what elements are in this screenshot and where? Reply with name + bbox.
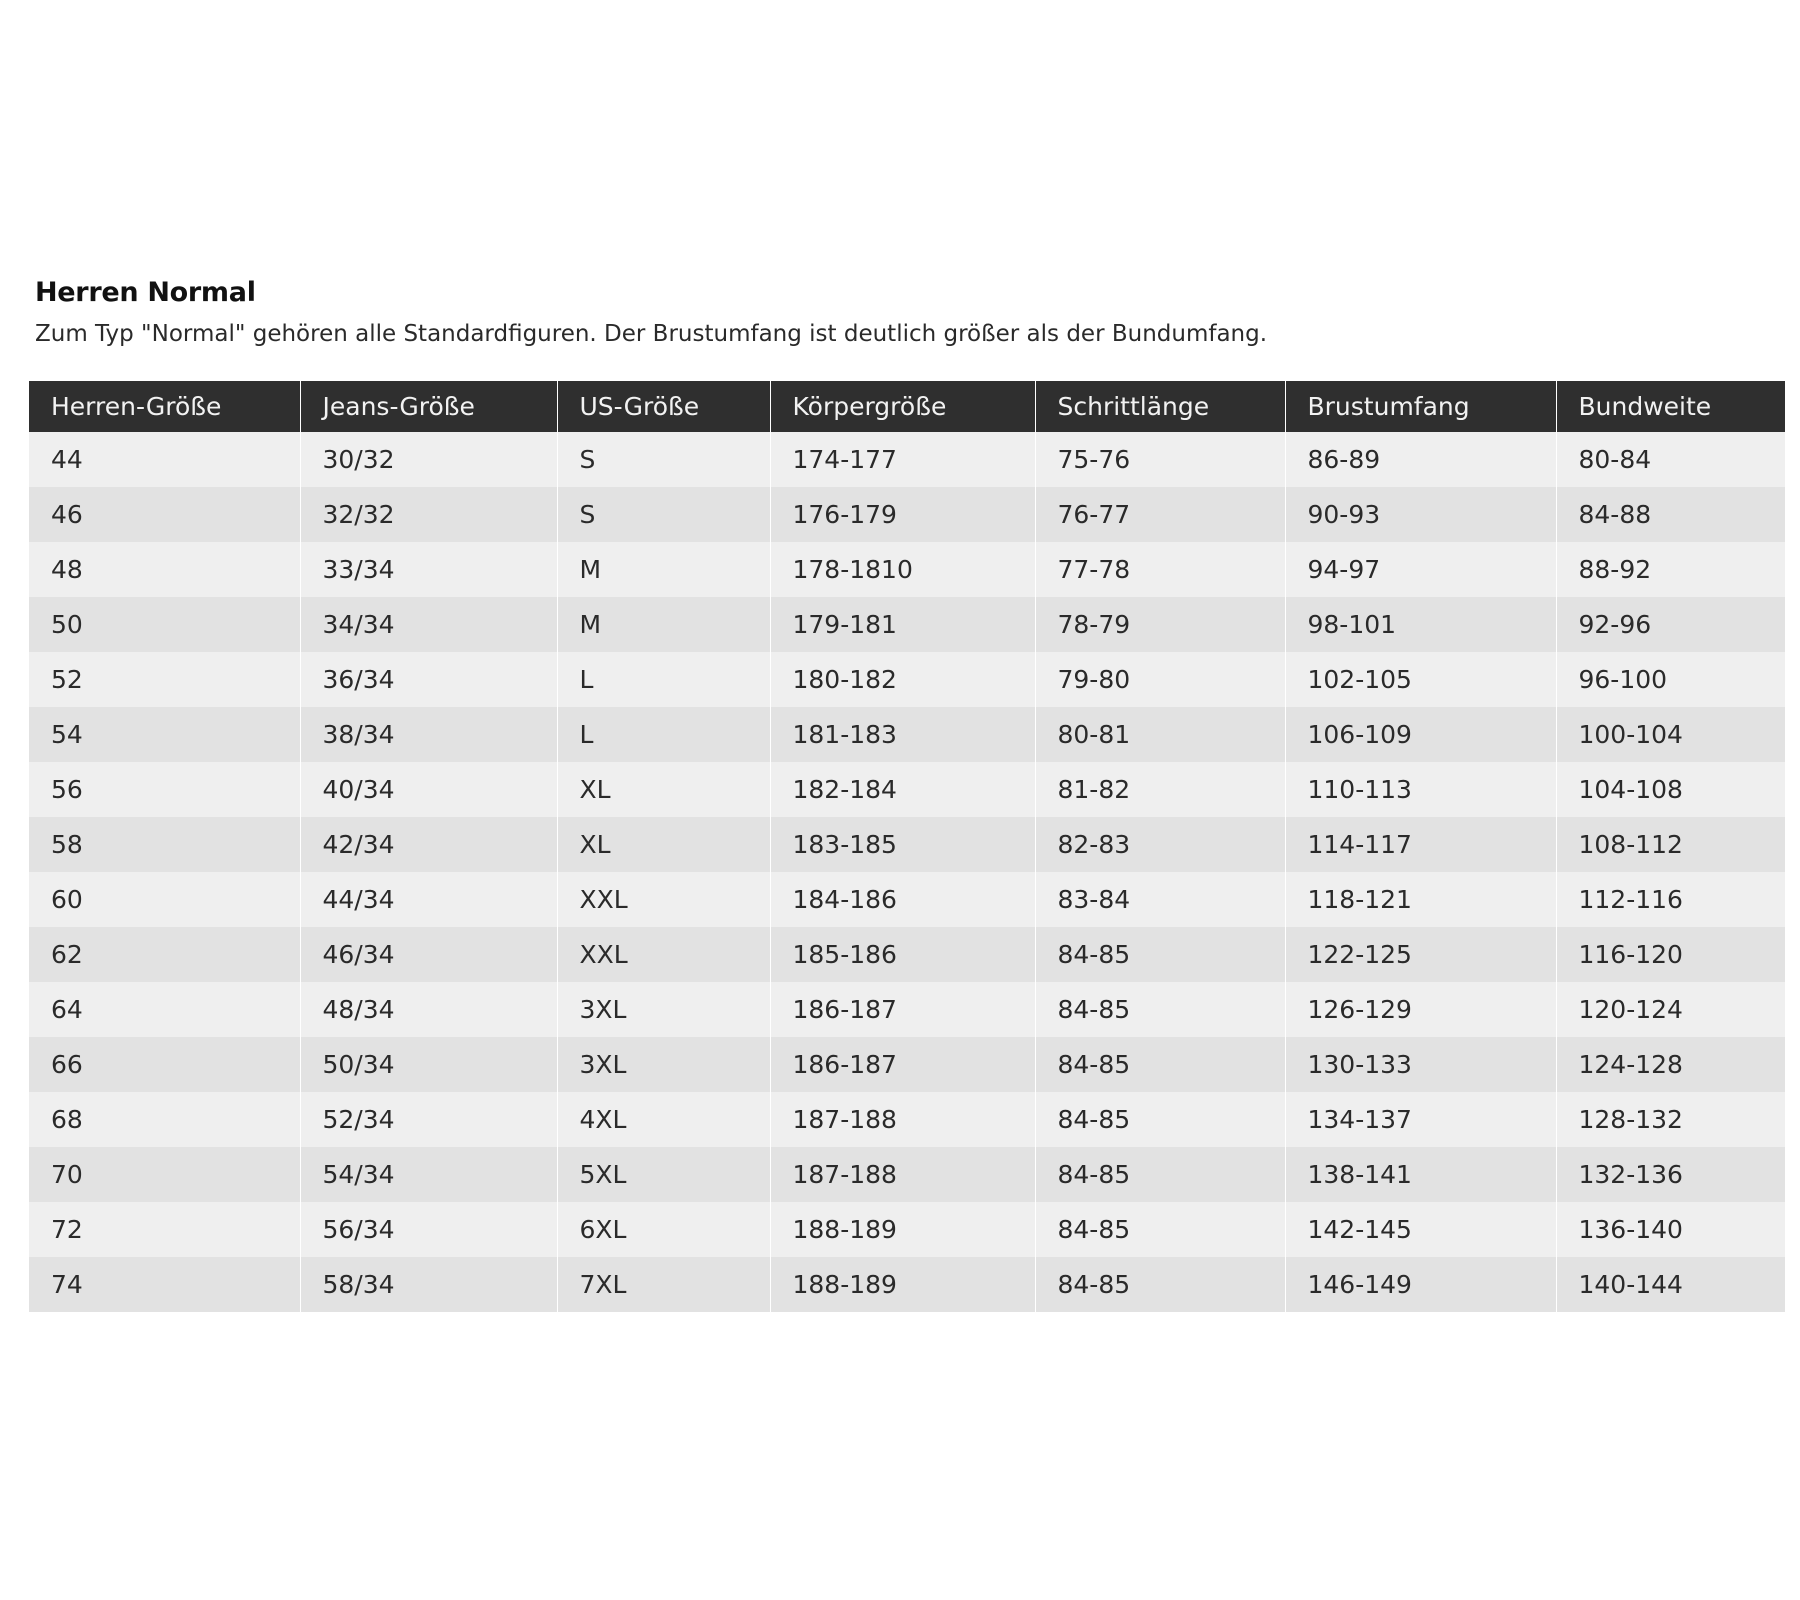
cell-herren-groesse: 62 <box>29 927 300 982</box>
cell-jeans-groesse: 58/34 <box>300 1257 557 1312</box>
cell-bundweite: 96-100 <box>1556 652 1785 707</box>
cell-jeans-groesse: 44/34 <box>300 872 557 927</box>
cell-us-groesse: L <box>557 707 770 762</box>
cell-brustumfang: 110-113 <box>1285 762 1556 817</box>
cell-koerpergroesse: 185-186 <box>770 927 1035 982</box>
cell-brustumfang: 142-145 <box>1285 1202 1556 1257</box>
size-chart-section <box>29 274 1785 1312</box>
cell-schrittlaenge: 78-79 <box>1035 597 1285 652</box>
cell-jeans-groesse: 34/34 <box>300 597 557 652</box>
cell-schrittlaenge: 84-85 <box>1035 1147 1285 1202</box>
cell-schrittlaenge: 84-85 <box>1035 982 1285 1037</box>
cell-jeans-groesse: 50/34 <box>300 1037 557 1092</box>
table-row <box>29 762 1785 817</box>
table-row <box>29 707 1785 762</box>
cell-koerpergroesse: 183-185 <box>770 817 1035 872</box>
table-row <box>29 982 1785 1037</box>
cell-jeans-groesse: 54/34 <box>300 1147 557 1202</box>
cell-us-groesse: 6XL <box>557 1202 770 1257</box>
cell-brustumfang: 86-89 <box>1285 432 1556 487</box>
cell-bundweite: 132-136 <box>1556 1147 1785 1202</box>
cell-schrittlaenge: 84-85 <box>1035 1202 1285 1257</box>
table-body <box>29 432 1785 1312</box>
cell-bundweite: 88-92 <box>1556 542 1785 597</box>
cell-schrittlaenge: 84-85 <box>1035 1257 1285 1312</box>
cell-bundweite: 140-144 <box>1556 1257 1785 1312</box>
cell-schrittlaenge: 80-81 <box>1035 707 1285 762</box>
cell-bundweite: 80-84 <box>1556 432 1785 487</box>
cell-schrittlaenge: 82-83 <box>1035 817 1285 872</box>
cell-brustumfang: 138-141 <box>1285 1147 1556 1202</box>
cell-koerpergroesse: 182-184 <box>770 762 1035 817</box>
cell-herren-groesse: 52 <box>29 652 300 707</box>
section-title: Herren Normal <box>35 277 256 308</box>
cell-herren-groesse: 74 <box>29 1257 300 1312</box>
cell-schrittlaenge: 84-85 <box>1035 927 1285 982</box>
column-header-jeans-groesse: Jeans-Größe <box>300 381 557 432</box>
cell-koerpergroesse: 186-187 <box>770 982 1035 1037</box>
cell-us-groesse: S <box>557 432 770 487</box>
cell-us-groesse: XL <box>557 762 770 817</box>
cell-bundweite: 120-124 <box>1556 982 1785 1037</box>
cell-brustumfang: 122-125 <box>1285 927 1556 982</box>
cell-herren-groesse: 70 <box>29 1147 300 1202</box>
cell-jeans-groesse: 30/32 <box>300 432 557 487</box>
cell-us-groesse: M <box>557 597 770 652</box>
cell-us-groesse: XXL <box>557 927 770 982</box>
cell-schrittlaenge: 83-84 <box>1035 872 1285 927</box>
cell-schrittlaenge: 75-76 <box>1035 432 1285 487</box>
cell-herren-groesse: 54 <box>29 707 300 762</box>
cell-us-groesse: S <box>557 487 770 542</box>
cell-jeans-groesse: 40/34 <box>300 762 557 817</box>
cell-bundweite: 136-140 <box>1556 1202 1785 1257</box>
column-header-schrittlaenge: Schrittlänge <box>1035 381 1285 432</box>
cell-koerpergroesse: 187-188 <box>770 1147 1035 1202</box>
cell-jeans-groesse: 52/34 <box>300 1092 557 1147</box>
cell-brustumfang: 114-117 <box>1285 817 1556 872</box>
table-row <box>29 872 1785 927</box>
cell-schrittlaenge: 84-85 <box>1035 1037 1285 1092</box>
cell-jeans-groesse: 42/34 <box>300 817 557 872</box>
cell-us-groesse: 5XL <box>557 1147 770 1202</box>
cell-jeans-groesse: 36/34 <box>300 652 557 707</box>
cell-herren-groesse: 56 <box>29 762 300 817</box>
cell-us-groesse: 7XL <box>557 1257 770 1312</box>
cell-us-groesse: 3XL <box>557 982 770 1037</box>
cell-jeans-groesse: 48/34 <box>300 982 557 1037</box>
cell-koerpergroesse: 187-188 <box>770 1092 1035 1147</box>
cell-koerpergroesse: 188-189 <box>770 1202 1035 1257</box>
cell-koerpergroesse: 184-186 <box>770 872 1035 927</box>
cell-koerpergroesse: 174-177 <box>770 432 1035 487</box>
cell-schrittlaenge: 79-80 <box>1035 652 1285 707</box>
column-header-brustumfang: Brustumfang <box>1285 381 1556 432</box>
cell-herren-groesse: 60 <box>29 872 300 927</box>
cell-jeans-groesse: 32/32 <box>300 487 557 542</box>
table-row <box>29 1257 1785 1312</box>
cell-herren-groesse: 66 <box>29 1037 300 1092</box>
cell-us-groesse: L <box>557 652 770 707</box>
cell-brustumfang: 130-133 <box>1285 1037 1556 1092</box>
cell-koerpergroesse: 178-1810 <box>770 542 1035 597</box>
cell-schrittlaenge: 77-78 <box>1035 542 1285 597</box>
table-row <box>29 542 1785 597</box>
cell-jeans-groesse: 56/34 <box>300 1202 557 1257</box>
cell-us-groesse: 3XL <box>557 1037 770 1092</box>
cell-bundweite: 84-88 <box>1556 487 1785 542</box>
cell-bundweite: 116-120 <box>1556 927 1785 982</box>
cell-jeans-groesse: 46/34 <box>300 927 557 982</box>
cell-herren-groesse: 68 <box>29 1092 300 1147</box>
cell-us-groesse: M <box>557 542 770 597</box>
table-row <box>29 432 1785 487</box>
cell-bundweite: 108-112 <box>1556 817 1785 872</box>
cell-herren-groesse: 44 <box>29 432 300 487</box>
cell-herren-groesse: 46 <box>29 487 300 542</box>
cell-schrittlaenge: 76-77 <box>1035 487 1285 542</box>
table-row <box>29 927 1785 982</box>
cell-bundweite: 100-104 <box>1556 707 1785 762</box>
cell-us-groesse: XL <box>557 817 770 872</box>
cell-bundweite: 92-96 <box>1556 597 1785 652</box>
column-header-us-groesse: US-Größe <box>557 381 770 432</box>
cell-us-groesse: 4XL <box>557 1092 770 1147</box>
cell-herren-groesse: 64 <box>29 982 300 1037</box>
cell-brustumfang: 134-137 <box>1285 1092 1556 1147</box>
table-header-row <box>29 381 1785 432</box>
cell-brustumfang: 126-129 <box>1285 982 1556 1037</box>
cell-koerpergroesse: 181-183 <box>770 707 1035 762</box>
table-row <box>29 597 1785 652</box>
cell-koerpergroesse: 188-189 <box>770 1257 1035 1312</box>
cell-herren-groesse: 48 <box>29 542 300 597</box>
cell-brustumfang: 106-109 <box>1285 707 1556 762</box>
cell-herren-groesse: 50 <box>29 597 300 652</box>
table-row <box>29 652 1785 707</box>
column-header-bundweite: Bundweite <box>1556 381 1785 432</box>
cell-koerpergroesse: 180-182 <box>770 652 1035 707</box>
cell-bundweite: 104-108 <box>1556 762 1785 817</box>
table-row <box>29 1092 1785 1147</box>
cell-schrittlaenge: 81-82 <box>1035 762 1285 817</box>
cell-us-groesse: XXL <box>557 872 770 927</box>
cell-bundweite: 124-128 <box>1556 1037 1785 1092</box>
cell-bundweite: 112-116 <box>1556 872 1785 927</box>
size-table <box>29 381 1785 1312</box>
table-row <box>29 817 1785 872</box>
section-description: Zum Typ "Normal" gehören alle Standardfiguren. Der Brustumfang ist deutlich größer als der Bundumfang. <box>35 321 1268 347</box>
table-row <box>29 1202 1785 1257</box>
cell-brustumfang: 98-101 <box>1285 597 1556 652</box>
cell-brustumfang: 118-121 <box>1285 872 1556 927</box>
column-header-herren-groesse: Herren-Größe <box>29 381 300 432</box>
cell-jeans-groesse: 38/34 <box>300 707 557 762</box>
cell-schrittlaenge: 84-85 <box>1035 1092 1285 1147</box>
table-row <box>29 1147 1785 1202</box>
cell-brustumfang: 94-97 <box>1285 542 1556 597</box>
cell-brustumfang: 146-149 <box>1285 1257 1556 1312</box>
cell-bundweite: 128-132 <box>1556 1092 1785 1147</box>
cell-jeans-groesse: 33/34 <box>300 542 557 597</box>
table-row <box>29 487 1785 542</box>
table-row <box>29 1037 1785 1092</box>
cell-brustumfang: 102-105 <box>1285 652 1556 707</box>
cell-brustumfang: 90-93 <box>1285 487 1556 542</box>
cell-koerpergroesse: 186-187 <box>770 1037 1035 1092</box>
cell-herren-groesse: 72 <box>29 1202 300 1257</box>
cell-herren-groesse: 58 <box>29 817 300 872</box>
cell-koerpergroesse: 176-179 <box>770 487 1035 542</box>
cell-koerpergroesse: 179-181 <box>770 597 1035 652</box>
column-header-koerpergroesse: Körpergröße <box>770 381 1035 432</box>
